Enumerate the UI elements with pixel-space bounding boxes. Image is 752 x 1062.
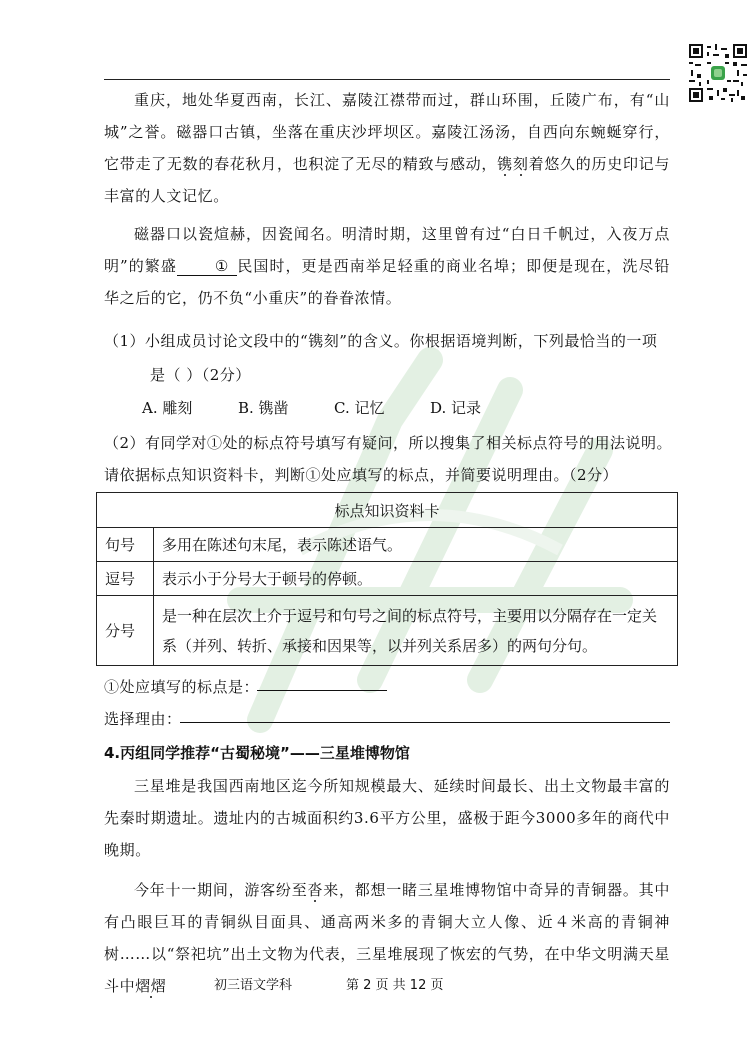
table-row: [97, 596, 678, 666]
card-title: 标点知识资料卡: [97, 493, 678, 528]
intro-paragraph-1: [104, 84, 670, 212]
option-c[interactable]: C. 记忆: [334, 399, 385, 417]
card-term: 逗号: [97, 562, 154, 596]
question-1-line-1: （1）小组成员讨论文段中的“镌刻”的含义。你根据语境判断，下列最恰当的一项: [104, 332, 658, 350]
question-1-line-2: 是（ ）（2分）: [150, 366, 251, 384]
option-b[interactable]: B. 镌凿: [238, 399, 289, 417]
s4p2-text-a: 今年十一期间，游客纷: [134, 881, 292, 899]
answer-punct-field[interactable]: [257, 690, 387, 691]
emph-phrase-2: 熠熠: [135, 977, 167, 995]
intro-paragraph-2: [104, 218, 670, 314]
blank-1: ①: [177, 257, 237, 276]
para2-text-b: 民国时，更是西南举足轻重的商业名埠；即便是现在，洗尽铅华之后的它，仍不负“小重庆”的眷眷浓情。: [104, 257, 671, 307]
option-d[interactable]: D. 记录: [430, 399, 482, 417]
table-row: [97, 528, 678, 562]
answer-reason-field[interactable]: [180, 722, 670, 723]
emph-phrase: 至沓来: [291, 881, 339, 899]
footer-page-number: 第 2 页 共 12 页: [346, 978, 444, 993]
option-a[interactable]: A. 雕刻: [142, 399, 193, 417]
para1-text-b: 着悠久的历史印记与丰富的人文记忆。: [104, 155, 670, 205]
header-rule: [104, 79, 670, 80]
para2-text-a: 磁器口以瓷煊赫，因瓷闻名。明清时期，这里曾有过“白日千帆过，入夜万点明”的繁盛: [104, 225, 670, 275]
footer-subject: 初三语文学科: [214, 978, 293, 993]
emph-char-1: 镌: [497, 155, 513, 173]
card-desc: 是一种在层次上介于逗号和句号之间的标点符号，主要用以分隔存在一定关系（并列、转折、承接和因果等，以并列关系居多）的两句分句。: [154, 596, 678, 666]
answer-punct-label: ①处应填写的标点是：: [104, 678, 260, 696]
card-desc: 表示小于分号大于顿号的停顿。: [154, 562, 678, 596]
para1-text-a: 重庆，地处华夏西南，长江、嘉陵江襟带而过，群山环围，丘陵广布，有“山城”之誉。磁器口古镇，坐落在重庆沙坪坝区。嘉陵江汤汤，自西向东蜿蜒穿行，它带走了无数的春花秋月，也积淀了无尽的精致与感动，: [104, 91, 670, 173]
answer-reason-label: 选择理由：: [104, 710, 182, 728]
emph-char-2: 刻: [512, 155, 529, 173]
card-term: 句号: [97, 528, 154, 562]
section-4-paragraph-1: 三星堆是我国西南地区迄今所知规模最大、延续时间最长、出土文物最丰富的先秦时期遗址。遗址内的古城面积约3.6平方公里，盛极于距今3000多年的商代中晚期。: [104, 777, 670, 859]
question-2-line-1: （2）有同学对①处的标点符号填写有疑问，所以搜集了相关标点符号的用法说明。: [104, 434, 673, 452]
section-4-heading: 4.丙组同学推荐“古蜀秘境”——三星堆博物馆: [104, 744, 410, 762]
qr-code-icon: [689, 44, 747, 102]
card-desc: 多用在陈述句末尾，表示陈述语气。: [154, 528, 678, 562]
table-row: [97, 562, 678, 596]
card-term: 分号: [97, 596, 154, 666]
question-2-line-2: 请依据标点知识资料卡，判断①处应填写的标点，并简要说明理由。（2分）: [104, 466, 619, 484]
punctuation-card-table: [96, 492, 678, 666]
s4p2-text-b: ，都想一睹三星堆博物馆中奇异的青铜器。其中有凸眼巨耳的青铜纵目面具、通高两米多的青铜大立人像、近４米高的青铜神树……以“祭祀坑”出土文物为代表，三星堆展现了恢宏的气势，在中华文明满天星斗中: [104, 881, 670, 995]
